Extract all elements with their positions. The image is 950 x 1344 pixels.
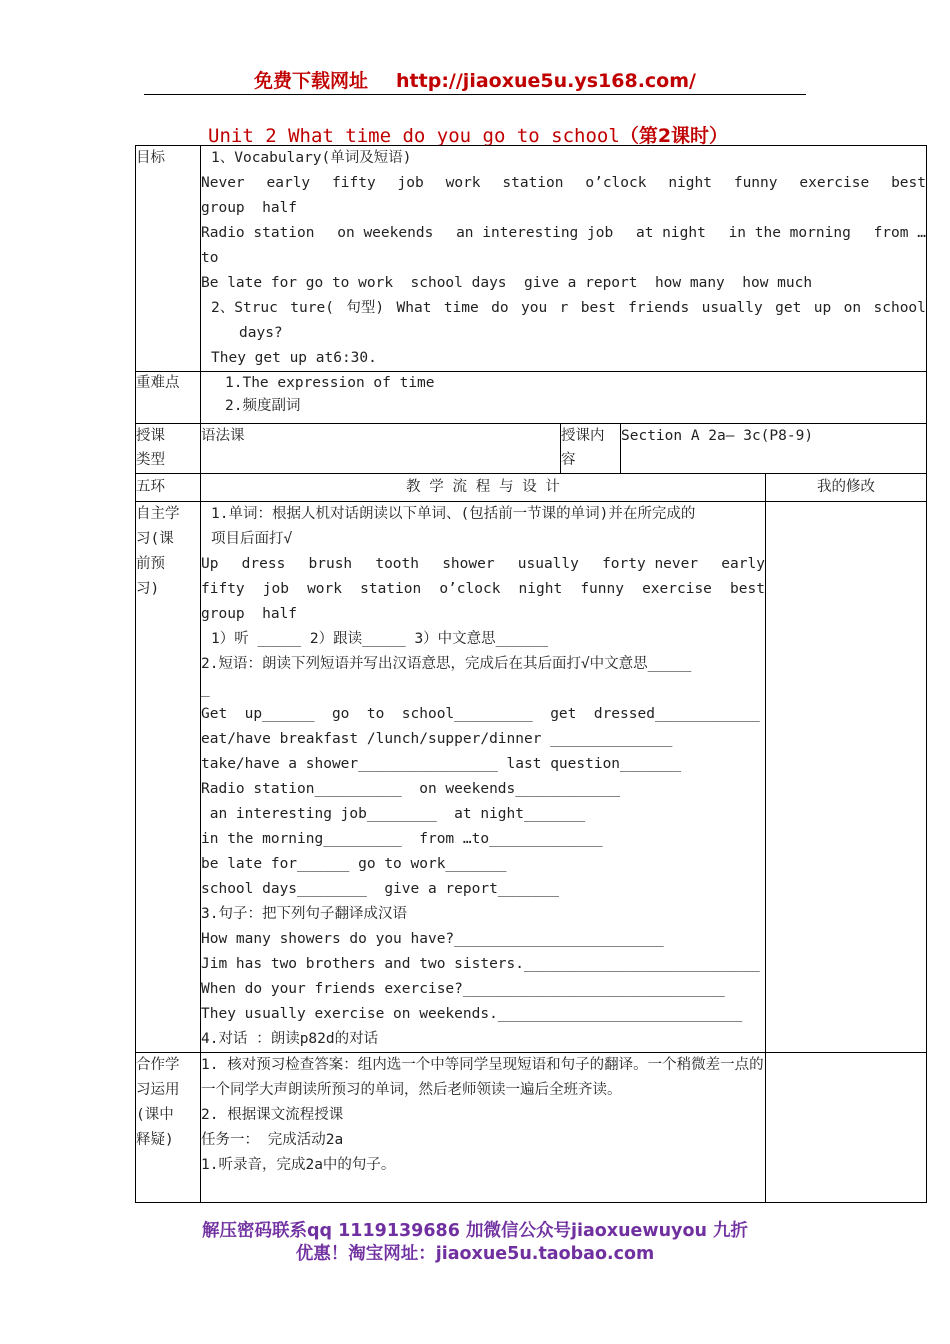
preview-word: fifty <box>201 581 245 597</box>
phrase-list <box>201 702 765 902</box>
structure-word: school <box>873 300 926 316</box>
structure-word: do <box>491 300 509 316</box>
sentence-blank-row: When do your friends exercise?______________________________ <box>201 981 725 997</box>
flow-col-revision: 我的修改 <box>766 474 927 502</box>
vocab-phrase: Radio station <box>201 225 315 241</box>
self-study-revision-cell[interactable] <box>766 502 927 1053</box>
lesson-type-row <box>136 424 927 474</box>
vocab-word: o’clock <box>585 175 647 191</box>
structure-word: time <box>443 300 479 316</box>
lesson-plan-table <box>135 145 927 1203</box>
vocab-word: night <box>668 175 712 191</box>
phrase-blank-row: an interesting job________ at night_______ <box>201 806 586 822</box>
phrase-blank-row: take/have a shower________________ last question_______ <box>201 756 682 772</box>
vocab-word: station <box>502 175 564 191</box>
vocab-word: exercise <box>799 175 870 191</box>
structure-word: you <box>521 300 548 316</box>
preview-word: station <box>360 581 422 597</box>
task1-heading: 任务一： 完成活动2a <box>201 1132 344 1148</box>
banner-url-link[interactable]: http://jiaoxue5u.ys168.com/ <box>396 70 696 92</box>
phrase-blank-row: in the morning_________ from …to_____________ <box>201 831 603 847</box>
vocab-word: Never <box>201 175 245 191</box>
vocab-word: best <box>891 175 926 191</box>
vocab-word: early <box>266 175 311 191</box>
preview-word: exercise <box>642 581 712 597</box>
vocab-words-line-2: group half <box>201 200 298 216</box>
word-list-line-2 <box>201 577 765 602</box>
cooperation-revision-cell[interactable] <box>766 1053 927 1203</box>
structure-word: friends <box>628 300 690 316</box>
structure-word: What <box>396 300 432 316</box>
structure-tail: days? <box>239 325 283 341</box>
vocab-phrase: at night <box>635 225 706 241</box>
lesson-content-label: 授课内容 <box>561 424 621 474</box>
phrase-blank-row: be late for______ go to work_______ <box>201 856 507 872</box>
vocab-words-line-1 <box>201 171 926 196</box>
preview-word: shower <box>442 556 495 572</box>
task1-step: 1.听录音，完成2a中的句子。 <box>201 1157 396 1173</box>
vocab-word: funny <box>733 175 778 191</box>
goals-label: 目标 <box>136 146 201 372</box>
vocab-phrase: on weekends <box>337 225 434 241</box>
structure-word: get <box>775 300 802 316</box>
structure-word: usually <box>701 300 763 316</box>
vocab-phrase: from … <box>873 225 926 241</box>
top-banner <box>0 66 950 93</box>
vocab-phrases-tail: to <box>201 250 219 266</box>
preview-word: early <box>721 556 765 572</box>
phrase-blank-row: school days________ give a report_______ <box>201 881 559 897</box>
word-list-line-3: group half <box>201 606 298 622</box>
flow-col-stage: 五环 <box>136 474 201 502</box>
difficulty-item-1: 1.The expression of time <box>225 375 435 391</box>
step2-text: 2.短语：朗读下列短语并写出汉语意思，完成后在其后面打√中文意思_____ <box>201 656 692 672</box>
footer-promo <box>0 1220 950 1266</box>
vocab-phrase: in the morning <box>728 225 851 241</box>
sentence-blank-row: How many showers do you have?________________________ <box>201 931 664 947</box>
phrase-blank-row: eat/have breakfast /lunch/supper/dinner ______________ <box>201 731 673 747</box>
footer-line-1: 解压密码联系qq 1119139686 加微信公众号jiaoxuewuyou 九折 <box>201 1221 749 1241</box>
step4-text: 4.对话 ：朗读p82d的对话 <box>201 1031 379 1047</box>
cooperation-row <box>136 1053 927 1203</box>
preview-word: dress <box>241 556 286 572</box>
banner-divider <box>144 94 806 95</box>
preview-word: funny <box>580 581 624 597</box>
structure-heading <box>201 296 926 321</box>
title-english: Unit 2 What time do you go to school <box>208 125 620 147</box>
difficulty-item-2: 2.频度副词 <box>225 398 301 414</box>
sentence-blank-row: Jim has two brothers and two sisters.___________________________ <box>201 956 760 972</box>
self-study-label: 自主学习(课前预习) <box>136 502 201 1053</box>
difficulty-label: 重难点 <box>136 372 201 424</box>
vocab-word: fifty <box>332 175 376 191</box>
vocab-word: work <box>445 175 481 191</box>
preview-word: night <box>518 581 563 597</box>
lesson-content-value: Section A 2a— 3c(P8-9) <box>621 424 927 474</box>
flow-col-design: 教 学 流 程 与 设 计 <box>201 474 766 502</box>
cooperation-para-1: 1. 核对预习检查答案：组内选一个中等同学呈现短语和句子的翻译。一个稍微差一点的一个同学大声朗读所预习的单词，然后老师领读一遍后全班齐读。 <box>201 1057 764 1098</box>
preview-word: best <box>730 581 765 597</box>
goals-content <box>201 146 927 372</box>
preview-word: tooth <box>375 556 419 572</box>
cooperation-content <box>201 1053 766 1203</box>
preview-word: Up <box>201 556 219 572</box>
goals-row <box>136 146 927 372</box>
preview-word: o’clock <box>439 581 501 597</box>
step1-text-cont: 项目后面打√ <box>211 531 293 547</box>
preview-word: job <box>262 581 289 597</box>
cooperation-para-2: 2. 根据课文流程授课 <box>201 1107 344 1123</box>
difficulty-row <box>136 372 927 424</box>
structure-word: up <box>813 300 832 316</box>
vocab-word: job <box>397 175 424 191</box>
self-study-row <box>136 502 927 1053</box>
structure-word: 句型) <box>346 300 385 316</box>
sentence-blank-row: They usually exercise on weekends.____________________________ <box>201 1006 743 1022</box>
difficulty-content <box>201 372 927 424</box>
step1-text: 1.单词：根据人机对话朗读以下单词、(包括前一节课的单词)并在所完成的 <box>211 506 696 522</box>
lesson-type-value: 语法课 <box>201 424 561 474</box>
title-chinese: （第2课时） <box>619 125 729 147</box>
preview-word: brush <box>308 556 353 572</box>
vocab-phrases-line-1 <box>201 221 926 246</box>
structure-word: ture( <box>290 300 334 316</box>
word-list-line-1 <box>201 552 765 577</box>
preview-word: work <box>307 581 342 597</box>
structure-answer: They get up at6:30. <box>211 350 377 366</box>
step2-text-cont: _ <box>201 681 210 697</box>
lesson-type-label: 授课类型 <box>136 424 201 474</box>
step1-subtasks: 1）听 _____ 2）跟读_____ 3）中文意思______ <box>211 631 549 647</box>
flow-header-row <box>136 474 927 502</box>
sentence-list <box>201 927 765 1027</box>
self-study-content <box>201 502 766 1053</box>
phrase-blank-row: Radio station__________ on weekends____________ <box>201 781 621 797</box>
structure-word: on <box>843 300 862 316</box>
structure-word: best <box>580 300 616 316</box>
structure-word: r <box>559 300 569 316</box>
footer-line-2: 优惠！淘宝网址：jiaoxue5u.taobao.com <box>295 1244 655 1264</box>
step3-text: 3.句子：把下列句子翻译成汉语 <box>201 906 407 922</box>
cooperation-label: 合作学习运用(课中释疑) <box>136 1053 201 1203</box>
banner-label: 免费下载网址 <box>254 70 369 92</box>
vocab-heading: 1、Vocabulary(单词及短语) <box>211 150 412 166</box>
structure-word: 2、Struc <box>211 300 278 316</box>
preview-word: forty never <box>602 556 699 572</box>
vocab-phrases-line-2: Be late for go to work school days give a report how many how much <box>201 275 813 291</box>
vocab-phrase: an interesting job <box>456 225 614 241</box>
phrase-blank-row: Get up______ go to school_________ get dressed____________ <box>201 706 760 722</box>
document-title <box>208 121 728 148</box>
preview-word: usually <box>517 556 579 572</box>
